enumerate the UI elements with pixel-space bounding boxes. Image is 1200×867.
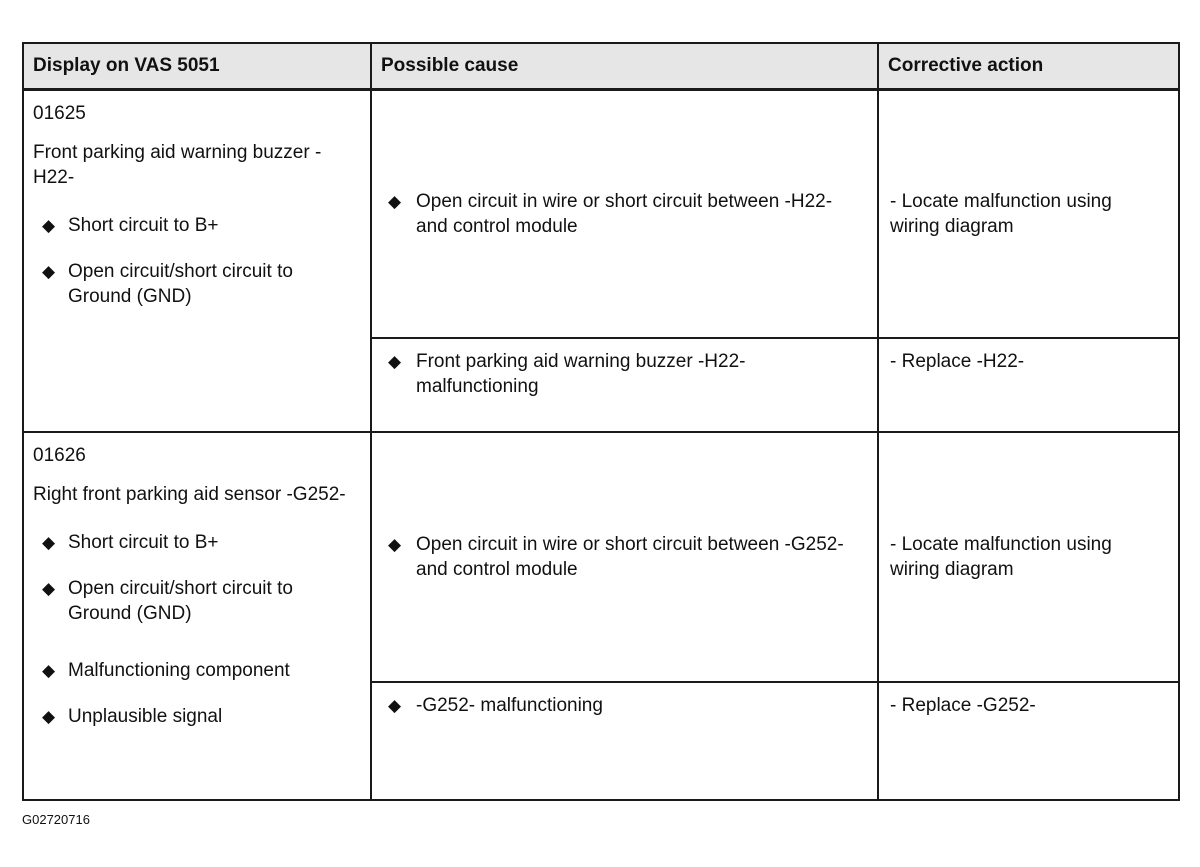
cause-cell: ◆ Open circuit in wire or short circuit between -H22- and control module xyxy=(371,90,878,338)
action-cell: - Replace -G252- xyxy=(878,682,1179,800)
display-item: ◆ Unplausible signal xyxy=(42,705,223,727)
diamond-bullet-icon: ◆ xyxy=(388,695,402,715)
figure-id: G02720716 xyxy=(22,812,90,827)
display-cell-01626 xyxy=(23,432,371,800)
display-item: ◆ Open circuit/short circuit to Ground (GND) xyxy=(42,577,293,624)
display-item: ◆ Malfunctioning component xyxy=(42,659,290,681)
action-cell: - Locate malfunction using wiring diagram xyxy=(878,432,1179,682)
component-name: Front parking aid warning buzzer -H22- xyxy=(33,142,322,188)
cause-cell: ◆ -G252- malfunctioning xyxy=(371,682,878,800)
diamond-bullet-icon: ◆ xyxy=(388,351,402,371)
cause-cell: ◆ Open circuit in wire or short circuit between -G252- and control module xyxy=(371,432,878,682)
diamond-bullet-icon: ◆ xyxy=(42,578,56,598)
header-possible-cause: Possible cause xyxy=(371,43,878,90)
fault-code: 01626 xyxy=(33,444,86,466)
display-item: ◆ Open circuit/short circuit to Ground (GND) xyxy=(42,261,293,307)
table-row xyxy=(23,90,1179,338)
diagnostic-table xyxy=(22,42,1180,801)
diamond-bullet-icon: ◆ xyxy=(42,262,56,281)
component-name: Right front parking aid sensor -G252- xyxy=(33,483,346,505)
display-item: ◆ Short circuit to B+ xyxy=(42,531,219,553)
display-item: ◆ Short circuit to B+ xyxy=(42,215,219,236)
display-cell-01625 xyxy=(23,90,371,432)
diamond-bullet-icon: ◆ xyxy=(42,532,56,552)
diamond-bullet-icon: ◆ xyxy=(42,216,56,235)
diamond-bullet-icon: ◆ xyxy=(388,191,402,211)
diamond-bullet-icon: ◆ xyxy=(42,706,56,726)
cause-cell: ◆ Front parking aid warning buzzer -H22- malfunctioning xyxy=(371,338,878,432)
diamond-bullet-icon: ◆ xyxy=(388,534,402,554)
diamond-bullet-icon: ◆ xyxy=(42,660,56,680)
header-row xyxy=(23,43,1179,90)
action-cell: - Replace -H22- xyxy=(878,338,1179,432)
action-cell: - Locate malfunction using wiring diagram xyxy=(878,90,1179,338)
fault-code: 01625 xyxy=(33,103,86,124)
header-display: Display on VAS 5051 xyxy=(23,43,371,90)
header-corrective-action: Corrective action xyxy=(878,43,1179,90)
table-row xyxy=(23,432,1179,682)
